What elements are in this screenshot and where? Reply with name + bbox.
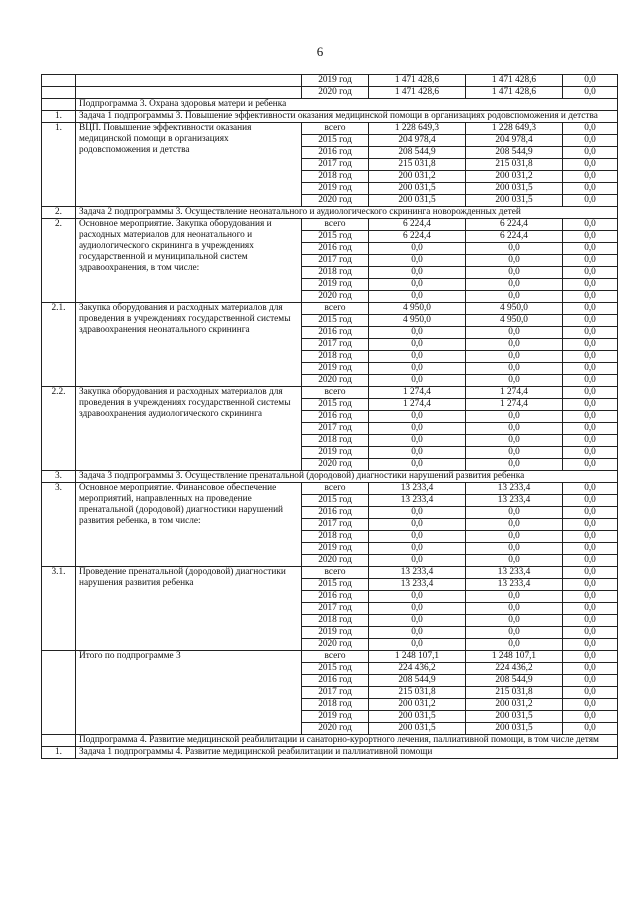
- year-cell: 2017 год: [302, 339, 369, 351]
- total-amount: 0,0: [369, 255, 466, 267]
- other-amount: 0,0: [563, 279, 618, 291]
- other-amount: 0,0: [563, 315, 618, 327]
- other-amount: 0,0: [563, 567, 618, 579]
- other-amount: 0,0: [563, 699, 618, 711]
- total-amount: 224 436,2: [369, 663, 466, 675]
- other-amount: 0,0: [563, 75, 618, 87]
- table-row: [42, 75, 618, 87]
- budget-amount: 0,0: [466, 507, 563, 519]
- other-amount: 0,0: [563, 183, 618, 195]
- budget-amount: 0,0: [466, 615, 563, 627]
- other-amount: 0,0: [563, 627, 618, 639]
- budget-amount: 1 228 649,3: [466, 123, 563, 135]
- year-cell: 2020 год: [302, 195, 369, 207]
- section-heading-row: [42, 735, 618, 747]
- total-amount: 0,0: [369, 639, 466, 651]
- other-amount: 0,0: [563, 303, 618, 315]
- year-cell: всего: [302, 483, 369, 495]
- budget-amount: 0,0: [466, 603, 563, 615]
- year-cell: 2018 год: [302, 699, 369, 711]
- total-amount: 4 950,0: [369, 315, 466, 327]
- budget-amount: 0,0: [466, 279, 563, 291]
- other-amount: 0,0: [563, 351, 618, 363]
- total-amount: 208 544,9: [369, 675, 466, 687]
- total-amount: 1 274,4: [369, 387, 466, 399]
- year-cell: 2015 год: [302, 495, 369, 507]
- budget-amount: 0,0: [466, 243, 563, 255]
- budget-amount: 200 031,5: [466, 183, 563, 195]
- section-heading: Задача 1 подпрограммы 4. Развитие медицинской реабилитации и паллиативной помощи: [76, 747, 618, 759]
- year-cell: всего: [302, 219, 369, 231]
- row-number: 1.: [42, 123, 76, 207]
- table-row: [42, 567, 618, 579]
- budget-amount: 13 233,4: [466, 579, 563, 591]
- other-amount: 0,0: [563, 147, 618, 159]
- other-amount: 0,0: [563, 507, 618, 519]
- row-name: Проведение пренатальной (дородовой) диагностики нарушения развития ребенка: [76, 567, 302, 651]
- total-amount: 0,0: [369, 603, 466, 615]
- budget-amount: 0,0: [466, 459, 563, 471]
- row-number: 2.1.: [42, 303, 76, 387]
- year-cell: 2018 год: [302, 615, 369, 627]
- year-cell: 2015 год: [302, 399, 369, 411]
- budget-amount: 6 224,4: [466, 219, 563, 231]
- year-cell: 2016 год: [302, 675, 369, 687]
- other-amount: 0,0: [563, 159, 618, 171]
- other-amount: 0,0: [563, 591, 618, 603]
- year-cell: 2015 год: [302, 315, 369, 327]
- row-name: Итого по подпрограмме 3: [76, 651, 302, 735]
- total-amount: 0,0: [369, 363, 466, 375]
- row-number: 2.: [42, 219, 76, 303]
- section-heading: Задача 3 подпрограммы 3. Осуществление пренатальной (дородовой) диагностики нарушений развития ребенка: [76, 471, 618, 483]
- budget-amount: 0,0: [466, 519, 563, 531]
- budget-amount: 4 950,0: [466, 315, 563, 327]
- table-row: [42, 87, 618, 99]
- budget-amount: 215 031,8: [466, 159, 563, 171]
- total-amount: 1 228 649,3: [369, 123, 466, 135]
- row-name: ВЦП. Повышение эффективности оказания медицинской помощи в организациях родовспоможения и детства: [76, 123, 302, 207]
- budget-amount: 0,0: [466, 351, 563, 363]
- other-amount: 0,0: [563, 327, 618, 339]
- section-heading-row: [42, 747, 618, 759]
- budget-amount: 0,0: [466, 591, 563, 603]
- other-amount: 0,0: [563, 423, 618, 435]
- year-cell: 2015 год: [302, 579, 369, 591]
- other-amount: 0,0: [563, 291, 618, 303]
- section-heading-row: [42, 99, 618, 111]
- other-amount: 0,0: [563, 219, 618, 231]
- budget-amount: 1 274,4: [466, 399, 563, 411]
- year-cell: 2015 год: [302, 231, 369, 243]
- total-amount: 0,0: [369, 291, 466, 303]
- year-cell: 2015 год: [302, 663, 369, 675]
- year-cell: 2018 год: [302, 435, 369, 447]
- year-cell: 2016 год: [302, 411, 369, 423]
- budget-amount: 200 031,5: [466, 711, 563, 723]
- total-amount: 13 233,4: [369, 483, 466, 495]
- total-amount: 0,0: [369, 531, 466, 543]
- total-amount: 200 031,2: [369, 171, 466, 183]
- budget-amount: 1 274,4: [466, 387, 563, 399]
- other-amount: 0,0: [563, 123, 618, 135]
- other-amount: 0,0: [563, 663, 618, 675]
- table-row: [42, 123, 618, 135]
- year-cell: 2018 год: [302, 351, 369, 363]
- budget-amount: 208 544,9: [466, 147, 563, 159]
- other-amount: 0,0: [563, 447, 618, 459]
- budget-table-body: [42, 75, 618, 759]
- budget-table: [41, 74, 618, 759]
- other-amount: 0,0: [563, 387, 618, 399]
- budget-amount: 13 233,4: [466, 567, 563, 579]
- other-amount: 0,0: [563, 651, 618, 663]
- year-cell: 2019 год: [302, 183, 369, 195]
- year-cell: всего: [302, 387, 369, 399]
- row-number: 3.: [42, 483, 76, 567]
- total-amount: 0,0: [369, 507, 466, 519]
- budget-amount: 0,0: [466, 435, 563, 447]
- other-amount: 0,0: [563, 531, 618, 543]
- table-row: [42, 387, 618, 399]
- other-amount: 0,0: [563, 363, 618, 375]
- budget-amount: 204 978,4: [466, 135, 563, 147]
- budget-amount: 0,0: [466, 555, 563, 567]
- other-amount: 0,0: [563, 555, 618, 567]
- other-amount: 0,0: [563, 435, 618, 447]
- total-amount: 200 031,5: [369, 711, 466, 723]
- total-amount: 13 233,4: [369, 567, 466, 579]
- budget-amount: 200 031,2: [466, 699, 563, 711]
- total-amount: 200 031,5: [369, 723, 466, 735]
- year-cell: 2020 год: [302, 639, 369, 651]
- total-amount: 0,0: [369, 351, 466, 363]
- other-amount: 0,0: [563, 579, 618, 591]
- budget-amount: 0,0: [466, 375, 563, 387]
- year-cell: всего: [302, 303, 369, 315]
- budget-amount: 0,0: [466, 291, 563, 303]
- other-amount: 0,0: [563, 267, 618, 279]
- row-name: Основное мероприятие. Закупка оборудования и расходных материалов для неонатального и аудиологического скрининга в учреждениях государственной и муниципальной систем здравоохранения, в том числе:: [76, 219, 302, 303]
- year-cell: 2016 год: [302, 507, 369, 519]
- budget-amount: 0,0: [466, 639, 563, 651]
- budget-amount: 6 224,4: [466, 231, 563, 243]
- year-cell: 2019 год: [302, 543, 369, 555]
- other-amount: 0,0: [563, 639, 618, 651]
- section-heading-row: [42, 111, 618, 123]
- year-cell: 2019 год: [302, 627, 369, 639]
- year-cell: всего: [302, 123, 369, 135]
- other-amount: 0,0: [563, 195, 618, 207]
- row-name: Закупка оборудования и расходных материалов для проведения в учреждениях государственной системы здравоохранения неонатального скрининга: [76, 303, 302, 387]
- other-amount: 0,0: [563, 135, 618, 147]
- other-amount: 0,0: [563, 723, 618, 735]
- row-number: 3.1.: [42, 567, 76, 651]
- year-cell: 2020 год: [302, 459, 369, 471]
- section-heading: Задача 1 подпрограммы 3. Повышение эффективности оказания медицинской помощи в организациях родовспоможения и детства: [76, 111, 618, 123]
- budget-amount: 0,0: [466, 339, 563, 351]
- budget-amount: 224 436,2: [466, 663, 563, 675]
- budget-amount: 0,0: [466, 531, 563, 543]
- budget-amount: 208 544,9: [466, 675, 563, 687]
- other-amount: 0,0: [563, 171, 618, 183]
- year-cell: 2020 год: [302, 291, 369, 303]
- table-row: [42, 483, 618, 495]
- other-amount: 0,0: [563, 87, 618, 99]
- other-amount: 0,0: [563, 339, 618, 351]
- other-amount: 0,0: [563, 243, 618, 255]
- row-number: [42, 87, 76, 99]
- total-amount: 13 233,4: [369, 495, 466, 507]
- budget-amount: 200 031,2: [466, 171, 563, 183]
- total-amount: 0,0: [369, 279, 466, 291]
- year-cell: 2019 год: [302, 363, 369, 375]
- row-number: [42, 75, 76, 87]
- total-amount: 208 544,9: [369, 147, 466, 159]
- other-amount: 0,0: [563, 519, 618, 531]
- year-cell: 2018 год: [302, 267, 369, 279]
- year-cell: 2020 год: [302, 87, 369, 99]
- row-name: [76, 87, 302, 99]
- budget-amount: 0,0: [466, 423, 563, 435]
- other-amount: 0,0: [563, 603, 618, 615]
- row-number: 1.: [42, 747, 76, 759]
- budget-amount: 0,0: [466, 447, 563, 459]
- total-amount: 215 031,8: [369, 687, 466, 699]
- budget-amount: 1 471 428,6: [466, 75, 563, 87]
- total-amount: 204 978,4: [369, 135, 466, 147]
- budget-amount: 1 248 107,1: [466, 651, 563, 663]
- row-number: [42, 651, 76, 735]
- section-heading: Подпрограмма 4. Развитие медицинской реабилитации и санаторно-курортного лечения, паллиативной помощи, в том числе детям: [76, 735, 618, 747]
- year-cell: 2017 год: [302, 255, 369, 267]
- year-cell: 2019 год: [302, 279, 369, 291]
- year-cell: 2020 год: [302, 723, 369, 735]
- budget-amount: 200 031,5: [466, 195, 563, 207]
- table-row: [42, 219, 618, 231]
- total-amount: 1 471 428,6: [369, 75, 466, 87]
- other-amount: 0,0: [563, 687, 618, 699]
- row-name: [76, 75, 302, 87]
- budget-amount: 0,0: [466, 627, 563, 639]
- row-number: [42, 99, 76, 111]
- total-amount: 0,0: [369, 615, 466, 627]
- total-amount: 13 233,4: [369, 579, 466, 591]
- year-cell: 2016 год: [302, 327, 369, 339]
- year-cell: 2017 год: [302, 159, 369, 171]
- total-amount: 0,0: [369, 591, 466, 603]
- total-amount: 1 248 107,1: [369, 651, 466, 663]
- other-amount: 0,0: [563, 495, 618, 507]
- total-amount: 0,0: [369, 339, 466, 351]
- year-cell: 2017 год: [302, 519, 369, 531]
- other-amount: 0,0: [563, 411, 618, 423]
- year-cell: 2017 год: [302, 423, 369, 435]
- total-amount: 0,0: [369, 267, 466, 279]
- budget-amount: 0,0: [466, 267, 563, 279]
- year-cell: всего: [302, 567, 369, 579]
- section-heading: Задача 2 подпрограммы 3. Осуществление неонатального и аудиологического скрининга новорожденных детей: [76, 207, 618, 219]
- row-name: Основное мероприятие. Финансовое обеспечение мероприятий, направленных на проведение пренатальной (дородовой) диагностики нарушений развития ребенка, в том числе:: [76, 483, 302, 567]
- year-cell: 2019 год: [302, 75, 369, 87]
- year-cell: 2016 год: [302, 243, 369, 255]
- year-cell: 2020 год: [302, 555, 369, 567]
- year-cell: 2015 год: [302, 135, 369, 147]
- other-amount: 0,0: [563, 543, 618, 555]
- total-amount: 0,0: [369, 459, 466, 471]
- year-cell: 2017 год: [302, 603, 369, 615]
- budget-amount: 0,0: [466, 543, 563, 555]
- total-amount: 0,0: [369, 447, 466, 459]
- total-amount: 0,0: [369, 627, 466, 639]
- section-heading: Подпрограмма 3. Охрана здоровья матери и ребенка: [76, 99, 618, 111]
- total-amount: 0,0: [369, 411, 466, 423]
- year-cell: 2019 год: [302, 447, 369, 459]
- budget-amount: 13 233,4: [466, 495, 563, 507]
- year-cell: 2016 год: [302, 591, 369, 603]
- other-amount: 0,0: [563, 399, 618, 411]
- table-row: [42, 651, 618, 663]
- row-number: [42, 735, 76, 747]
- year-cell: 2019 год: [302, 711, 369, 723]
- row-name: Закупка оборудования и расходных материалов для проведения в учреждениях государственной системы здравоохранения аудиологического скрининга: [76, 387, 302, 471]
- total-amount: 6 224,4: [369, 219, 466, 231]
- budget-amount: 13 233,4: [466, 483, 563, 495]
- other-amount: 0,0: [563, 231, 618, 243]
- total-amount: 0,0: [369, 423, 466, 435]
- budget-amount: 0,0: [466, 327, 563, 339]
- total-amount: 200 031,5: [369, 183, 466, 195]
- budget-amount: 215 031,8: [466, 687, 563, 699]
- budget-amount: 200 031,5: [466, 723, 563, 735]
- total-amount: 200 031,5: [369, 195, 466, 207]
- year-cell: всего: [302, 651, 369, 663]
- total-amount: 0,0: [369, 519, 466, 531]
- section-heading-row: [42, 207, 618, 219]
- year-cell: 2016 год: [302, 147, 369, 159]
- total-amount: 0,0: [369, 327, 466, 339]
- year-cell: 2020 год: [302, 375, 369, 387]
- row-number: 2.: [42, 207, 76, 219]
- other-amount: 0,0: [563, 255, 618, 267]
- budget-amount: 0,0: [466, 411, 563, 423]
- other-amount: 0,0: [563, 615, 618, 627]
- budget-amount: 0,0: [466, 363, 563, 375]
- total-amount: 0,0: [369, 555, 466, 567]
- total-amount: 6 224,4: [369, 231, 466, 243]
- other-amount: 0,0: [563, 675, 618, 687]
- budget-amount: 0,0: [466, 255, 563, 267]
- section-heading-row: [42, 471, 618, 483]
- row-number: 2.2.: [42, 387, 76, 471]
- row-number: 1.: [42, 111, 76, 123]
- total-amount: 0,0: [369, 243, 466, 255]
- total-amount: 1 274,4: [369, 399, 466, 411]
- total-amount: 215 031,8: [369, 159, 466, 171]
- total-amount: 4 950,0: [369, 303, 466, 315]
- page-number: 6: [316, 44, 324, 59]
- total-amount: 1 471 428,6: [369, 87, 466, 99]
- row-number: 3.: [42, 471, 76, 483]
- year-cell: 2018 год: [302, 531, 369, 543]
- total-amount: 0,0: [369, 375, 466, 387]
- year-cell: 2018 год: [302, 171, 369, 183]
- other-amount: 0,0: [563, 483, 618, 495]
- total-amount: 0,0: [369, 543, 466, 555]
- total-amount: 200 031,2: [369, 699, 466, 711]
- other-amount: 0,0: [563, 711, 618, 723]
- total-amount: 0,0: [369, 435, 466, 447]
- table-row: [42, 303, 618, 315]
- other-amount: 0,0: [563, 459, 618, 471]
- other-amount: 0,0: [563, 375, 618, 387]
- budget-amount: 4 950,0: [466, 303, 563, 315]
- year-cell: 2017 год: [302, 687, 369, 699]
- budget-amount: 1 471 428,6: [466, 87, 563, 99]
